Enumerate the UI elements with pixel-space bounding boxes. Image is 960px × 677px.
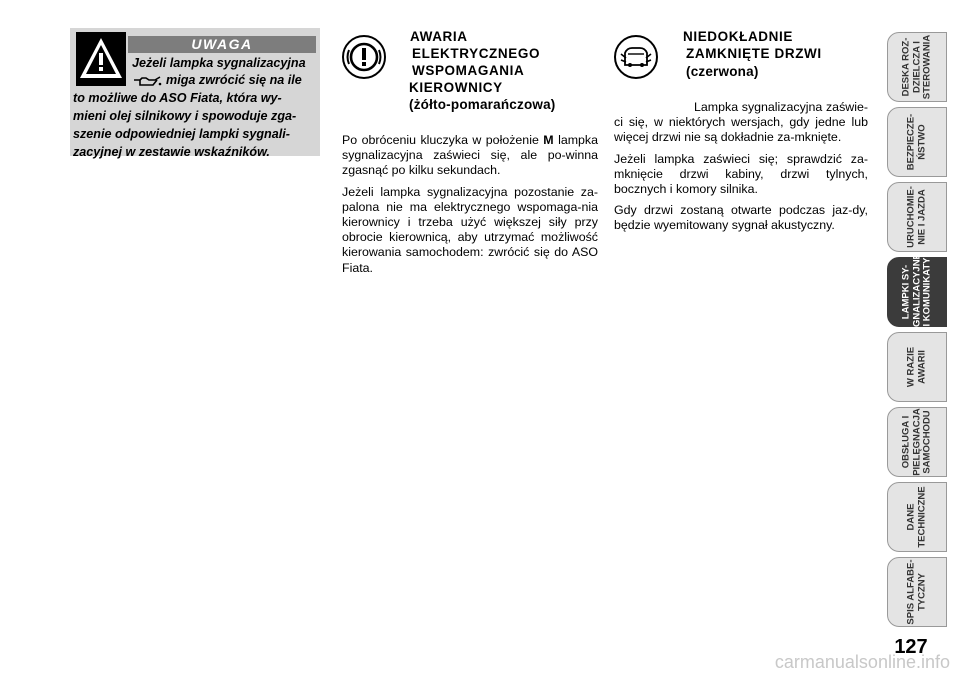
tab-obsluga[interactable]: OBSŁUGA I PIELĘGNACJA SAMOCHODU [887,407,947,477]
steering-heading-3: WSPOMAGANIA [412,63,525,78]
tab-w-razie-awarii[interactable]: W RAZIE AWARII [887,332,947,402]
doors-paragraph-1: Lampka sygnalizacyjna zaświe-ci się, w niektórych wersjach, gdy jedne lub więcej drzwi nie są dokładnie za-mknięte. [614,100,868,145]
warning-line-6: zacyjnej w zestawie wskaźników. [73,145,270,159]
doors-heading-2: ZAMKNIĘTE DRZWI [686,46,822,61]
steering-heading-4: KIEROWNICY [409,80,503,95]
doors-subheading: (czerwona) [686,64,759,79]
door-open-icon [614,35,658,79]
warning-title: UWAGA [128,36,316,53]
warning-line-5: szenie odpowiedniej lampki sygnali- [73,127,290,141]
page-number: 127 [894,636,928,658]
steering-body [342,133,598,282]
tab-dane-techniczne[interactable]: DANE TECHNICZNE [887,482,947,552]
warning-triangle-icon [76,32,126,86]
tab-bezpieczenstwo[interactable]: BEZPIECZE- ŃSTWO [887,107,947,177]
warning-box [70,28,320,159]
steering-heading-1: AWARIA [410,29,468,44]
tab-deska-rozdzielcza[interactable]: DESKA ROZ- DZIELCZA I STEROWANIA [887,32,947,102]
warning-line-4: mieni olej silnikowy i spowoduje zga- [73,109,297,123]
steering-paragraph-1: Po obróceniu kluczyka w położenie M lampka sygnalizacyjna zaświeci się, ale po-winna zgasnąć po kilku sekundach. [342,133,599,178]
warning-line-2-text: miga zwrócić się na ile [166,73,302,87]
tab-lampki-sygnalizacyjne[interactable]: LAMPKI SY- GNALIZACYJNE I KOMUNIKATY [887,257,947,327]
doors-paragraph-2: Jeżeli lampka zaświeci się; sprawdzić za-mknięcie drzwi kabiny, drzwi tylnych, bocznych i komory silnika. [614,151,868,197]
steering-fault-icon [342,35,386,79]
warning-line-3: to możliwe do ASO Fiata, która wy- [73,91,282,105]
doors-paragraph-3: Gdy drzwi zostaną otwarte podczas jaz-dy, będzie wyemitowany sygnał akustyczny. [614,203,868,233]
doors-heading-1: NIEDOKŁADNIE [683,29,793,44]
doors-body [614,100,868,240]
tab-spis-alfabetyczny[interactable]: SPIS ALFABE- TYCZNY [887,557,947,627]
steering-heading-2: ELEKTRYCZNEGO [412,46,541,61]
warning-line-1: Jeżeli lampka sygnalizacyjna [132,56,306,70]
steering-subheading: (żółto-pomarańczowa) [409,97,556,112]
tab-uruchomienie[interactable]: URUCHOMIE- NIE I JAZDA [887,182,947,252]
steering-paragraph-2: Jeżeli lampka sygnalizacyjna pozostanie za-palona nie ma elektrycznego wspomaga-nia kierownicy i trzeba użyć większej siły przy obrocie kierownicą, aby utrzymać możliwość kierowania samochodem: zwrócić się do ASO Fiata. [342,184,598,275]
watermark: carmanualsonline.info [774,652,950,672]
